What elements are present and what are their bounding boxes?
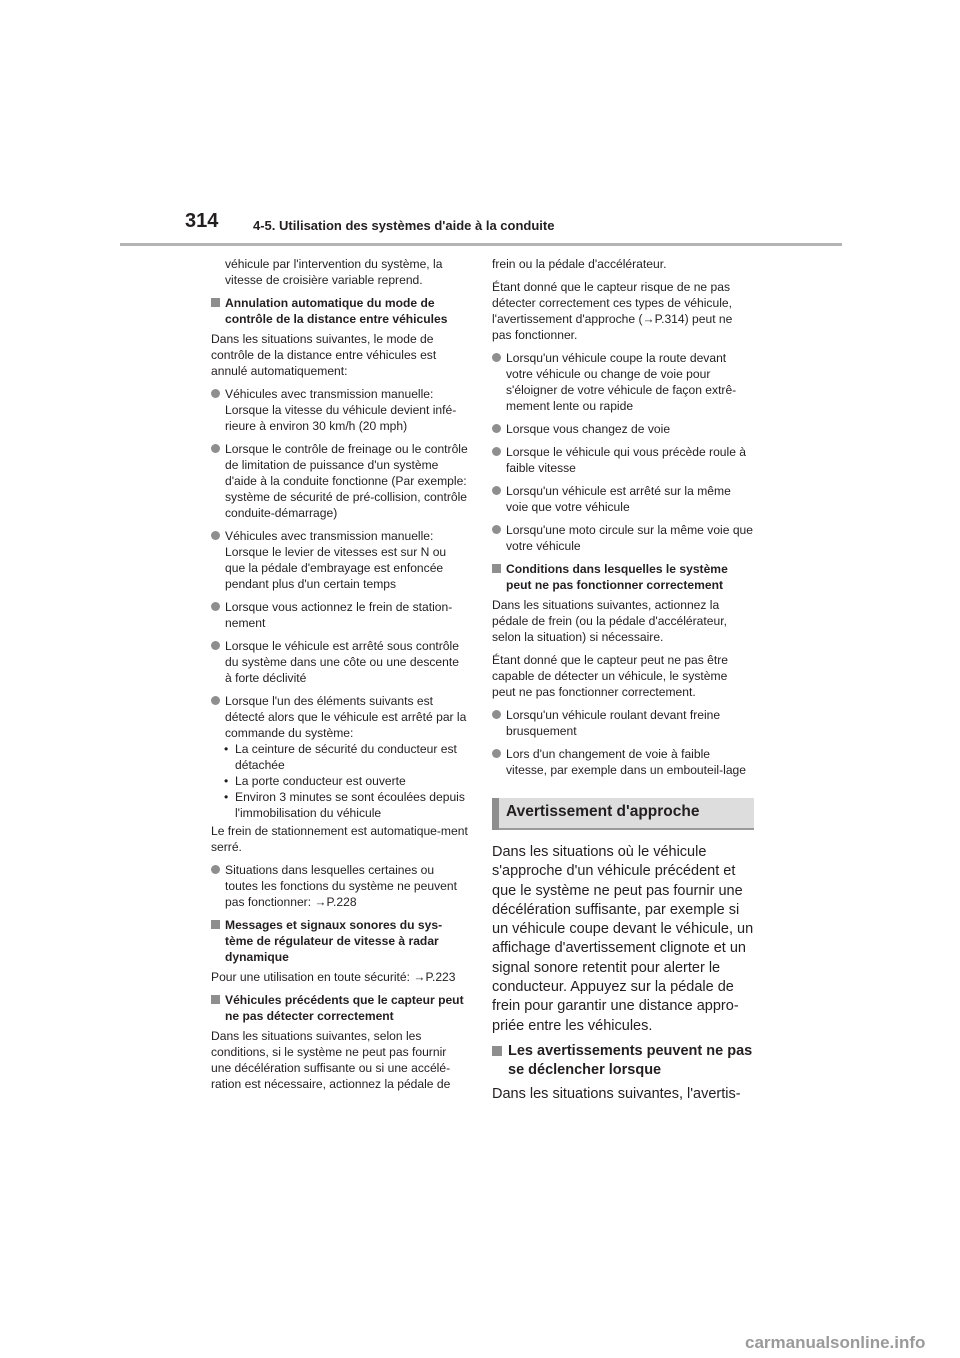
bullet-item: Lorsque l'un des éléments suivants est détecté alors que le véhicule est arrêté par la commande du système:: [211, 693, 468, 741]
square-bullet-icon: [492, 1046, 502, 1056]
paragraph: Le frein de stationnement est automatique-ment serré.: [211, 824, 468, 854]
heading-undetected-vehicles: Véhicules précédents que le capteur peut ne pas détecter correctement: [211, 992, 468, 1024]
paragraph: Étant donné que le capteur risque de ne pas détecter correctement ces types de véhicule, l'avertissement d'approche (→P.314) peut ne pas fonctionner.: [492, 280, 733, 342]
section-marker-bar: [492, 798, 499, 830]
heading-warnings: Les avertissements peuvent ne pas se déclencher lorsque: [492, 1042, 754, 1081]
circle-bullet-icon: [492, 353, 501, 362]
bullet-item: Lorsque le véhicule est arrêté sous contrôle du système dans une côte ou une descente à forte déclivité: [211, 638, 468, 686]
square-bullet-icon: [492, 564, 501, 573]
bullet-item: Lors d'un changement de voie à faible vitesse, par exemple dans un embouteil-lage: [492, 746, 754, 778]
square-bullet-icon: [211, 995, 220, 1004]
circle-bullet-icon: [492, 525, 501, 534]
bullet-item: Véhicules avec transmission manuelle: Lorsque le levier de vitesses est sur N ou que la pédale d'embrayage est enfoncée pendant plus d'un certain temps: [211, 528, 468, 592]
right-column: [492, 256, 754, 1110]
bullet-item: Situations dans lesquelles certaines ou toutes les fonctions du système ne peuvent pas fonctionner: →P.228: [211, 862, 468, 910]
circle-bullet-icon: [211, 389, 220, 398]
bullet-item: Véhicules avec transmission manuelle: Lorsque la vitesse du véhicule devient infé-rieure à environ 30 km/h (20 mph): [211, 386, 468, 434]
header-rule: [120, 243, 842, 246]
continued-paragraph: frein ou la pédale d'accélérateur.: [492, 257, 667, 271]
section-paragraph: Dans les situations où le véhicule s'approche d'un véhicule précédent et que le système ne peut pas fournir une décélération suffisante, par exemple si un véhicule coupe devant le véhicule, un affichage d'avertissement clignote et un signal sonore retentit pour alerter le conducteur. Appuyez sur la pédale de frein pour garantir une distance appro-priée entre les véhicules.: [492, 844, 754, 1034]
circle-bullet-icon: [492, 486, 501, 495]
chapter-title: 4-5. Utilisation des systèmes d'aide à la conduite: [253, 218, 555, 233]
circle-bullet-icon: [211, 641, 220, 650]
circle-bullet-icon: [211, 444, 220, 453]
paragraph: Pour une utilisation en toute sécurité: →P.223: [211, 970, 456, 984]
continued-paragraph: véhicule par l'intervention du système, la vitesse de croisière variable reprend.: [225, 257, 443, 287]
page-number: 314: [185, 210, 219, 232]
section-paragraph: Dans les situations suivantes, l'avertis-: [492, 1085, 741, 1102]
bullet-item: Lorsqu'une moto circule sur la même voie que votre véhicule: [492, 522, 754, 554]
circle-bullet-icon: [211, 696, 220, 705]
sub-list-item: • La ceinture de sécurité du conducteur est détachée: [224, 742, 457, 772]
square-bullet-icon: [211, 920, 220, 929]
section-title: Avertissement d'approche: [506, 803, 700, 820]
circle-bullet-icon: [211, 865, 220, 874]
heading-auto-cancel: Annulation automatique du mode de contrôle de la distance entre véhicules: [211, 295, 468, 327]
square-bullet-icon: [211, 298, 220, 307]
sub-list: [211, 741, 468, 821]
paragraph: Étant donné que le capteur peut ne pas être capable de détecter un véhicule, le système peut ne pas fonctionner correctement.: [492, 653, 729, 699]
bullet-item: Lorsqu'un véhicule coupe la route devant votre véhicule ou change de voie pour s'éloigner de votre véhicule de façon extrê-mement lente ou rapide: [492, 350, 754, 414]
bullet-item: Lorsque le contrôle de freinage ou le contrôle de limitation de puissance d'un système d'aide à la conduite fonctionne (Par exemple: système de sécurité de pré-collision, contrôle conduite-démarrage): [211, 441, 468, 521]
circle-bullet-icon: [211, 602, 220, 611]
bullet-item: Lorsque vous changez de voie: [492, 421, 754, 437]
section-header: [492, 798, 754, 830]
sub-list-item: • Environ 3 minutes se sont écoulées depuis l'immobilisation du véhicule: [224, 790, 465, 820]
circle-bullet-icon: [492, 710, 501, 719]
left-column: [211, 256, 468, 1099]
bullet-item: Lorsque vous actionnez le frein de station-nement: [211, 599, 468, 631]
circle-bullet-icon: [492, 749, 501, 758]
sub-list-item: • La porte conducteur est ouverte: [224, 774, 406, 788]
bullet-item: Lorsqu'un véhicule est arrêté sur la même voie que votre véhicule: [492, 483, 754, 515]
paragraph: Dans les situations suivantes, actionnez la pédale de frein (ou la pédale d'accélérateur, selon la situation) si nécessaire.: [492, 598, 727, 644]
circle-bullet-icon: [492, 447, 501, 456]
paragraph: Dans les situations suivantes, selon les conditions, si le système ne peut pas fournir une décélération suffisante ou si une accélé-ration est nécessaire, actionnez la pédale de: [211, 1029, 451, 1091]
watermark: carmanualsonline.info: [745, 1333, 926, 1352]
bullet-item: Lorsqu'un véhicule roulant devant freine brusquement: [492, 707, 754, 739]
heading-conditions: Conditions dans lesquelles le système peut ne pas fonctionner correctement: [492, 561, 754, 593]
circle-bullet-icon: [492, 424, 501, 433]
bullet-item: Lorsque le véhicule qui vous précède roule à faible vitesse: [492, 444, 754, 476]
paragraph: Dans les situations suivantes, le mode de contrôle de la distance entre véhicules est annulé automatiquement:: [211, 332, 437, 378]
heading-messages: Messages et signaux sonores du sys-tème de régulateur de vitesse à radar dynamique: [211, 917, 468, 965]
circle-bullet-icon: [211, 531, 220, 540]
